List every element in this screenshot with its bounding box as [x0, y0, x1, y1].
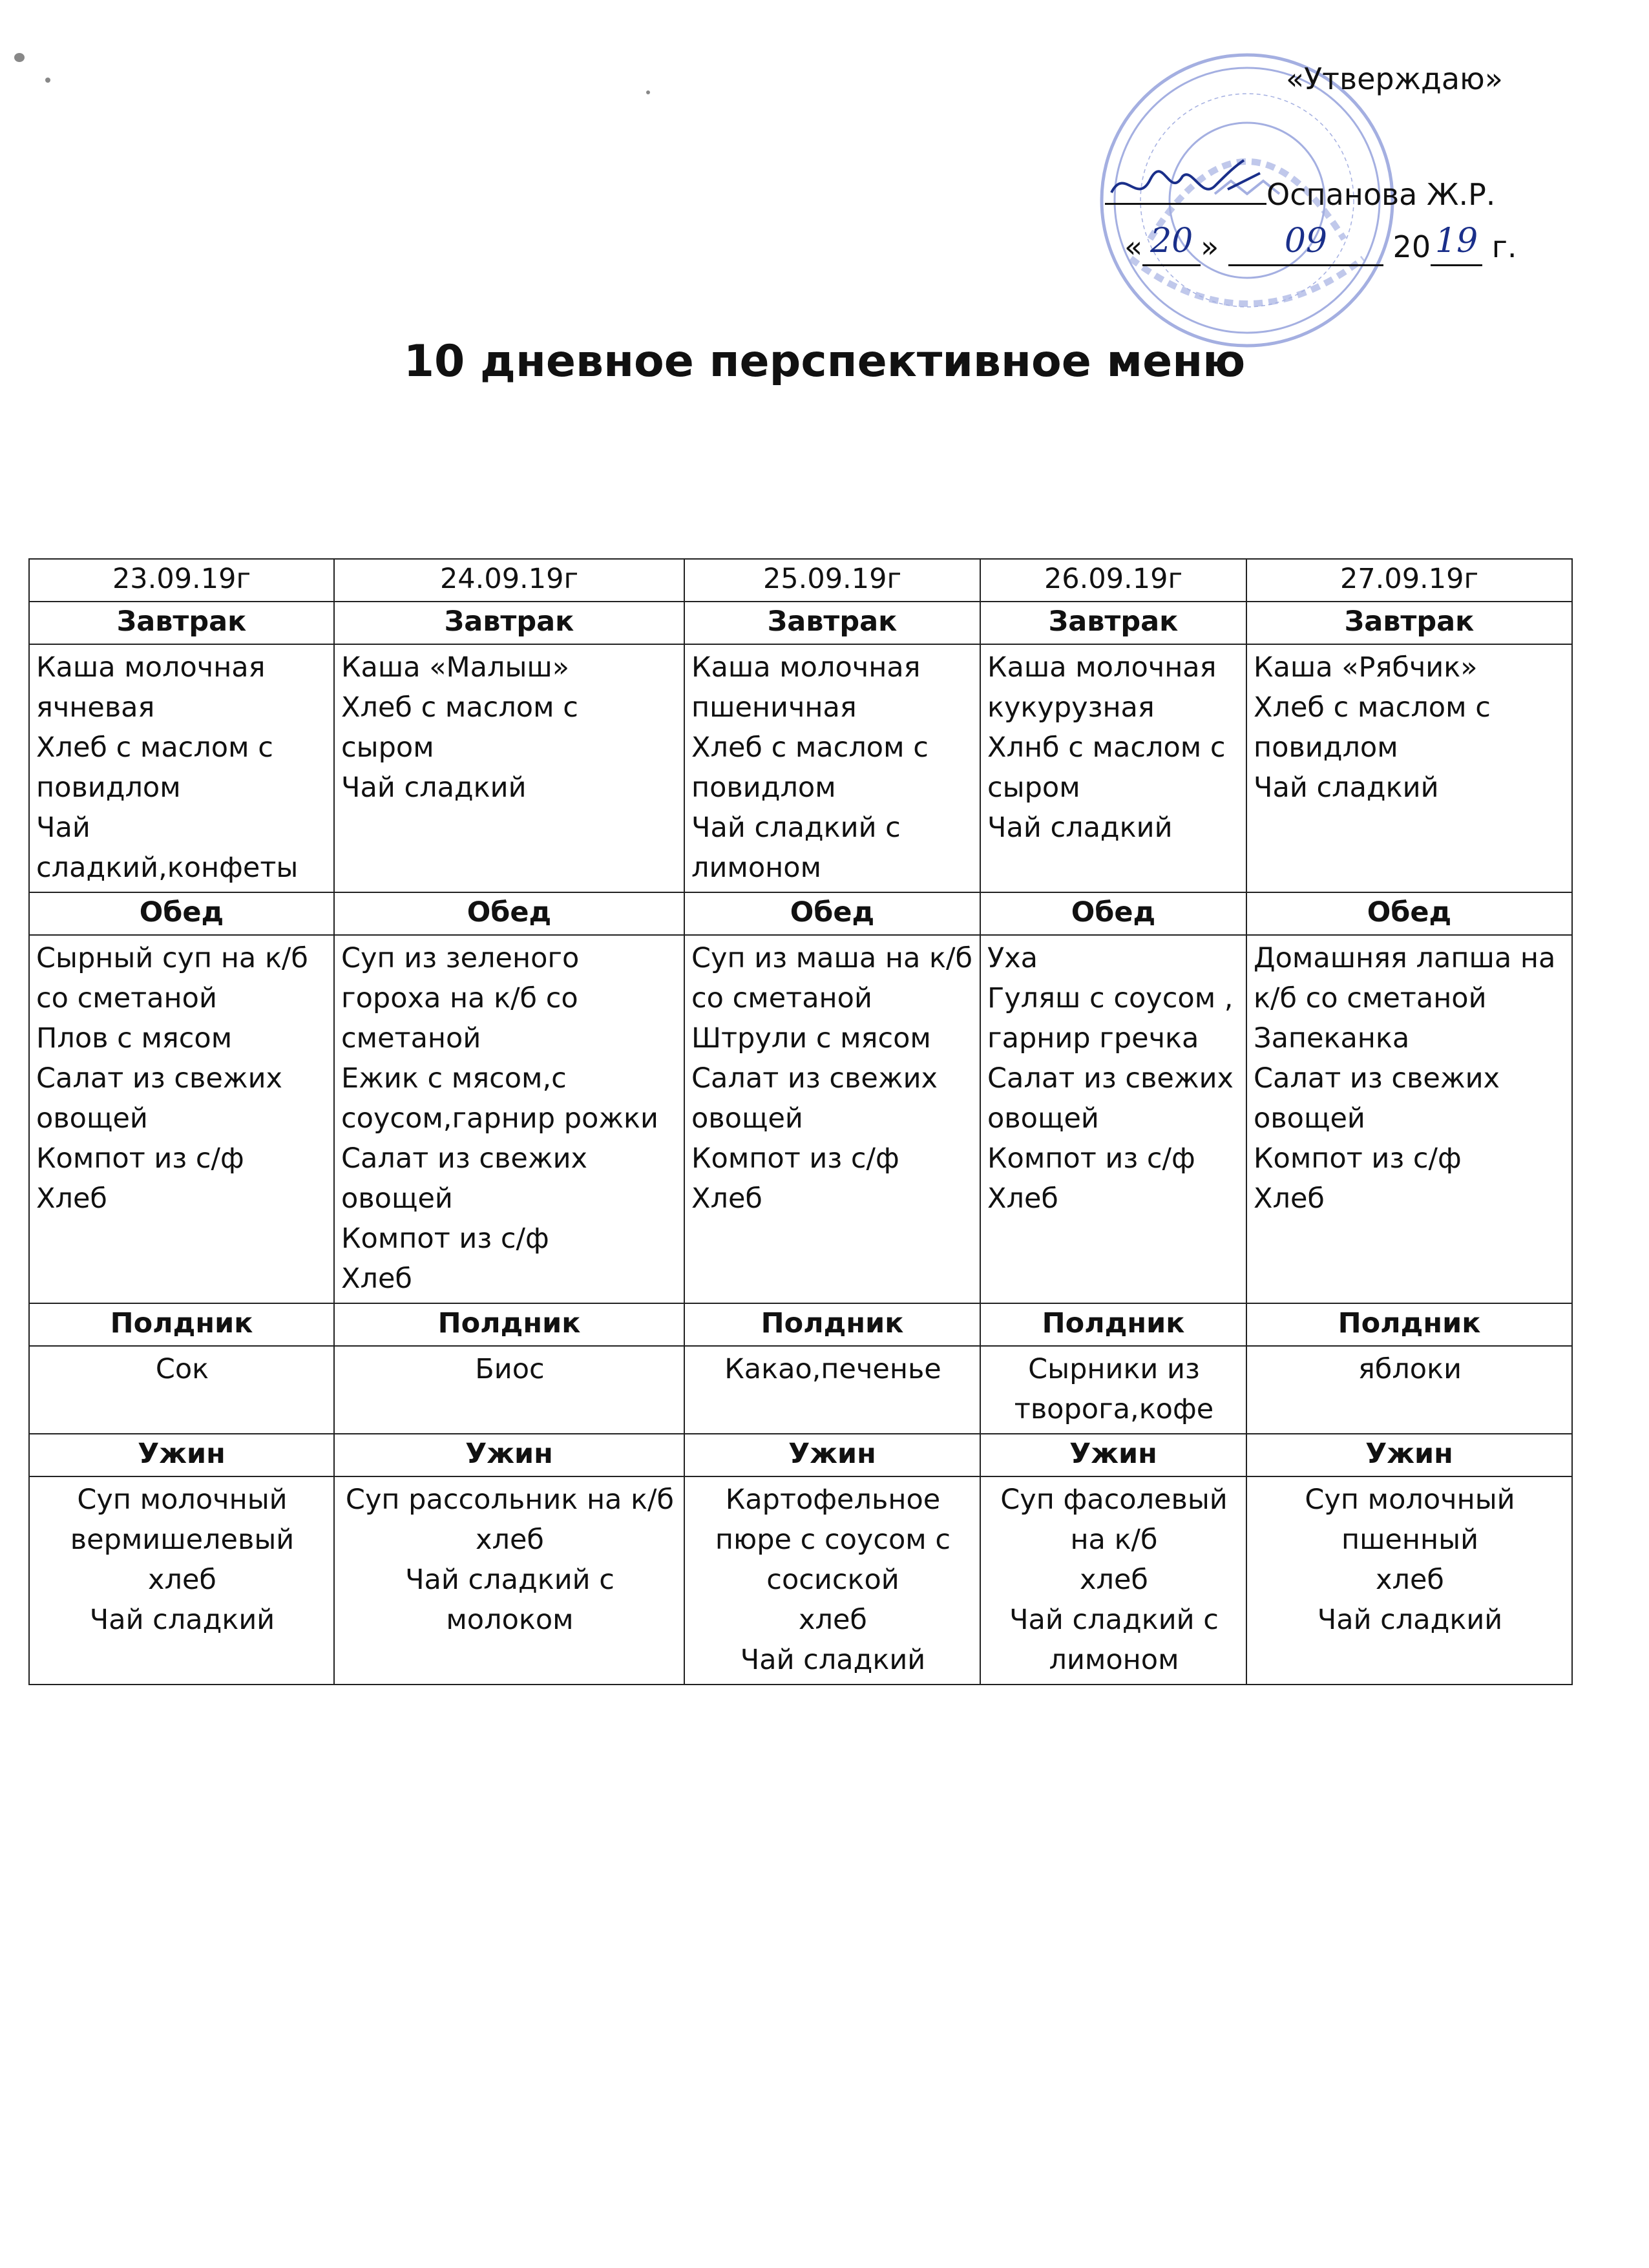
dish-item: Салат из свежих овощей: [341, 1142, 587, 1215]
dish-item: Хлеб с маслом с повидлом: [1254, 691, 1491, 764]
dish-item: хлеб: [1080, 1564, 1148, 1596]
dish-item: хлеб: [1376, 1564, 1444, 1596]
menu-table-body: [29, 559, 1572, 1685]
lunch-header-row: [29, 892, 1572, 935]
dish-item: Компот из с/ф: [1254, 1142, 1462, 1175]
dish-item: Хлнб с маслом с сыром: [987, 731, 1226, 804]
scan-speck: [45, 78, 50, 83]
meal-label-breakfast: Завтрак: [29, 602, 334, 644]
dish-item: Компот из с/ф: [341, 1223, 549, 1255]
date-header: 27.09.19г: [1246, 559, 1572, 602]
dates-row: [29, 559, 1572, 602]
dish-item: Уха: [987, 942, 1038, 974]
date-header: 26.09.19г: [980, 559, 1246, 602]
meal-label-dinner: Ужин: [29, 1434, 334, 1476]
dish-item: хлеб: [799, 1604, 867, 1636]
dish-item: Хлеб с маслом с повидлом: [691, 731, 929, 804]
breakfast-row: [29, 644, 1572, 892]
signatory-name: Оспанова Ж.Р.: [1266, 177, 1496, 212]
signature-line: [1105, 173, 1495, 212]
dish-item: Хлеб: [36, 1182, 107, 1215]
breakfast-cell: [1246, 644, 1572, 892]
meal-label-snack: Полдник: [980, 1303, 1246, 1346]
breakfast-cell: [29, 644, 334, 892]
dish-item: Чай сладкий: [1254, 772, 1439, 804]
menu-table: [28, 558, 1573, 1685]
breakfast-cell: [980, 644, 1246, 892]
approval-heading: «Утверждаю»: [1286, 61, 1503, 96]
meal-label-lunch: Обед: [334, 892, 684, 935]
dish-item: Ежик с мясом,с соусом,гарнир рожки: [341, 1062, 658, 1135]
dish-item: Штрули с мясом: [691, 1022, 931, 1055]
dish-item: Суп молочный вермишелевый: [70, 1484, 295, 1556]
meal-label-lunch: Обед: [29, 892, 334, 935]
date-header: 23.09.19г: [29, 559, 334, 602]
dish-item: Суп рассольник на к/б: [345, 1484, 675, 1516]
meal-label-snack: Полдник: [684, 1303, 980, 1346]
snack-cell: Сок: [29, 1346, 334, 1434]
meal-label-dinner: Ужин: [684, 1434, 980, 1476]
meal-label-lunch: Обед: [1246, 892, 1572, 935]
dish-item: Чай сладкий: [89, 1604, 275, 1636]
lunch-cell: [684, 935, 980, 1303]
dish-item: Суп из маша на к/б со сметаной: [691, 942, 972, 1014]
dish-item: Салат из свежих овощей: [987, 1062, 1234, 1135]
dish-item: Салат из свежих овощей: [36, 1062, 282, 1135]
lunch-cell: [1246, 935, 1572, 1303]
dinner-header-row: [29, 1434, 1572, 1476]
dish-item: Компот из с/ф: [36, 1142, 244, 1175]
dish-item: Хлеб с маслом с повидлом: [36, 731, 273, 804]
snack-cell: Сырники из творога,кофе: [980, 1346, 1246, 1434]
document-title: 10 дневное перспективное меню: [403, 336, 1246, 387]
dinner-cell: [29, 1476, 334, 1685]
dish-item: Компот из с/ф: [691, 1142, 899, 1175]
dish-item: Каша молочная пшеничная: [691, 651, 921, 724]
approval-date: « 20 » 09 20 19 г.: [1124, 229, 1517, 266]
date-header: 24.09.19г: [334, 559, 684, 602]
dish-item: Каша «Рябчик»: [1254, 651, 1478, 684]
dish-item: Каша молочная кукурузная: [987, 651, 1217, 724]
meal-label-dinner: Ужин: [980, 1434, 1246, 1476]
dinner-cell: [1246, 1476, 1572, 1685]
lunch-cell: [334, 935, 684, 1303]
dish-item: Чай сладкий: [987, 812, 1173, 844]
year-suffix: 19: [1435, 222, 1478, 260]
signature-blank: [1105, 173, 1266, 205]
dish-item: Домашняя лапша на к/б со сметаной: [1254, 942, 1556, 1014]
dish-item: Хлеб: [1254, 1182, 1325, 1215]
dish-item: Хлеб: [987, 1182, 1058, 1215]
breakfast-cell: [334, 644, 684, 892]
dish-item: Чай сладкий: [341, 772, 527, 804]
dish-item: Салат из свежих овощей: [1254, 1062, 1500, 1135]
dish-item: Чай сладкий: [1317, 1604, 1503, 1636]
dinner-cell: [980, 1476, 1246, 1685]
date-day-blank: [1142, 222, 1201, 266]
year-blank: [1431, 222, 1482, 266]
dish-item: Хлеб с маслом с сыром: [341, 691, 578, 764]
handwritten-signature: [1105, 154, 1266, 212]
dish-item: Картофельное пюре с соусом с сосиской: [715, 1484, 951, 1596]
dish-item: Чай сладкий с лимоном: [691, 812, 901, 884]
dinner-cell: [684, 1476, 980, 1685]
lunch-cell: [980, 935, 1246, 1303]
scan-speck: [646, 90, 650, 94]
dish-item: Хлеб: [341, 1263, 412, 1295]
lunch-cell: [29, 935, 334, 1303]
dish-item: Чай сладкий с лимоном: [1009, 1604, 1219, 1676]
meal-label-dinner: Ужин: [1246, 1434, 1572, 1476]
meal-label-snack: Полдник: [1246, 1303, 1572, 1346]
snack-row: [29, 1346, 1572, 1434]
meal-label-snack: Полдник: [29, 1303, 334, 1346]
snack-header-row: [29, 1303, 1572, 1346]
dish-item: Компот из с/ф: [987, 1142, 1195, 1175]
breakfast-header-row: [29, 602, 1572, 644]
date-header: 25.09.19г: [684, 559, 980, 602]
dish-item: Запеканка: [1254, 1022, 1410, 1055]
date-day: 20: [1150, 222, 1193, 260]
dinner-cell: [334, 1476, 684, 1685]
dish-item: Чай сладкий: [740, 1644, 926, 1676]
dish-item: Чай сладкий с молоком: [405, 1564, 614, 1636]
date-month: 09: [1284, 222, 1327, 260]
dish-item: Салат из свежих овощей: [691, 1062, 938, 1135]
dish-item: Суп из зеленого гороха на к/б со сметаной: [341, 942, 580, 1055]
dish-item: Гуляш с соусом , гарнир гречка: [987, 982, 1234, 1055]
breakfast-cell: [684, 644, 980, 892]
meal-label-breakfast: Завтрак: [684, 602, 980, 644]
dinner-row: [29, 1476, 1572, 1685]
year-unit: г.: [1491, 229, 1517, 264]
lunch-row: [29, 935, 1572, 1303]
dish-item: хлеб: [148, 1564, 216, 1596]
meal-label-breakfast: Завтрак: [1246, 602, 1572, 644]
dish-item: Суп фасолевый на к/б: [1000, 1484, 1228, 1556]
dish-item: Сырный суп на к/б со сметаной: [36, 942, 308, 1014]
meal-label-breakfast: Завтрак: [980, 602, 1246, 644]
date-month-blank: [1228, 222, 1383, 266]
snack-cell: Какао,печенье: [684, 1346, 980, 1434]
year-prefix: 20: [1392, 229, 1431, 264]
snack-cell: Биос: [334, 1346, 684, 1434]
dish-item: Каша «Малыш»: [341, 651, 570, 684]
meal-label-snack: Полдник: [334, 1303, 684, 1346]
scan-speck: [14, 53, 25, 62]
meal-label-lunch: Обед: [684, 892, 980, 935]
dish-item: Суп молочный пшенный: [1305, 1484, 1515, 1556]
snack-cell: яблоки: [1246, 1346, 1572, 1434]
dish-item: хлеб: [476, 1524, 544, 1556]
meal-label-lunch: Обед: [980, 892, 1246, 935]
meal-label-dinner: Ужин: [334, 1434, 684, 1476]
meal-label-breakfast: Завтрак: [334, 602, 684, 644]
dish-item: Хлеб: [691, 1182, 762, 1215]
dish-item: Чай сладкий,конфеты: [36, 812, 299, 884]
dish-item: Каша молочная ячневая: [36, 651, 266, 724]
dish-item: Плов с мясом: [36, 1022, 233, 1055]
